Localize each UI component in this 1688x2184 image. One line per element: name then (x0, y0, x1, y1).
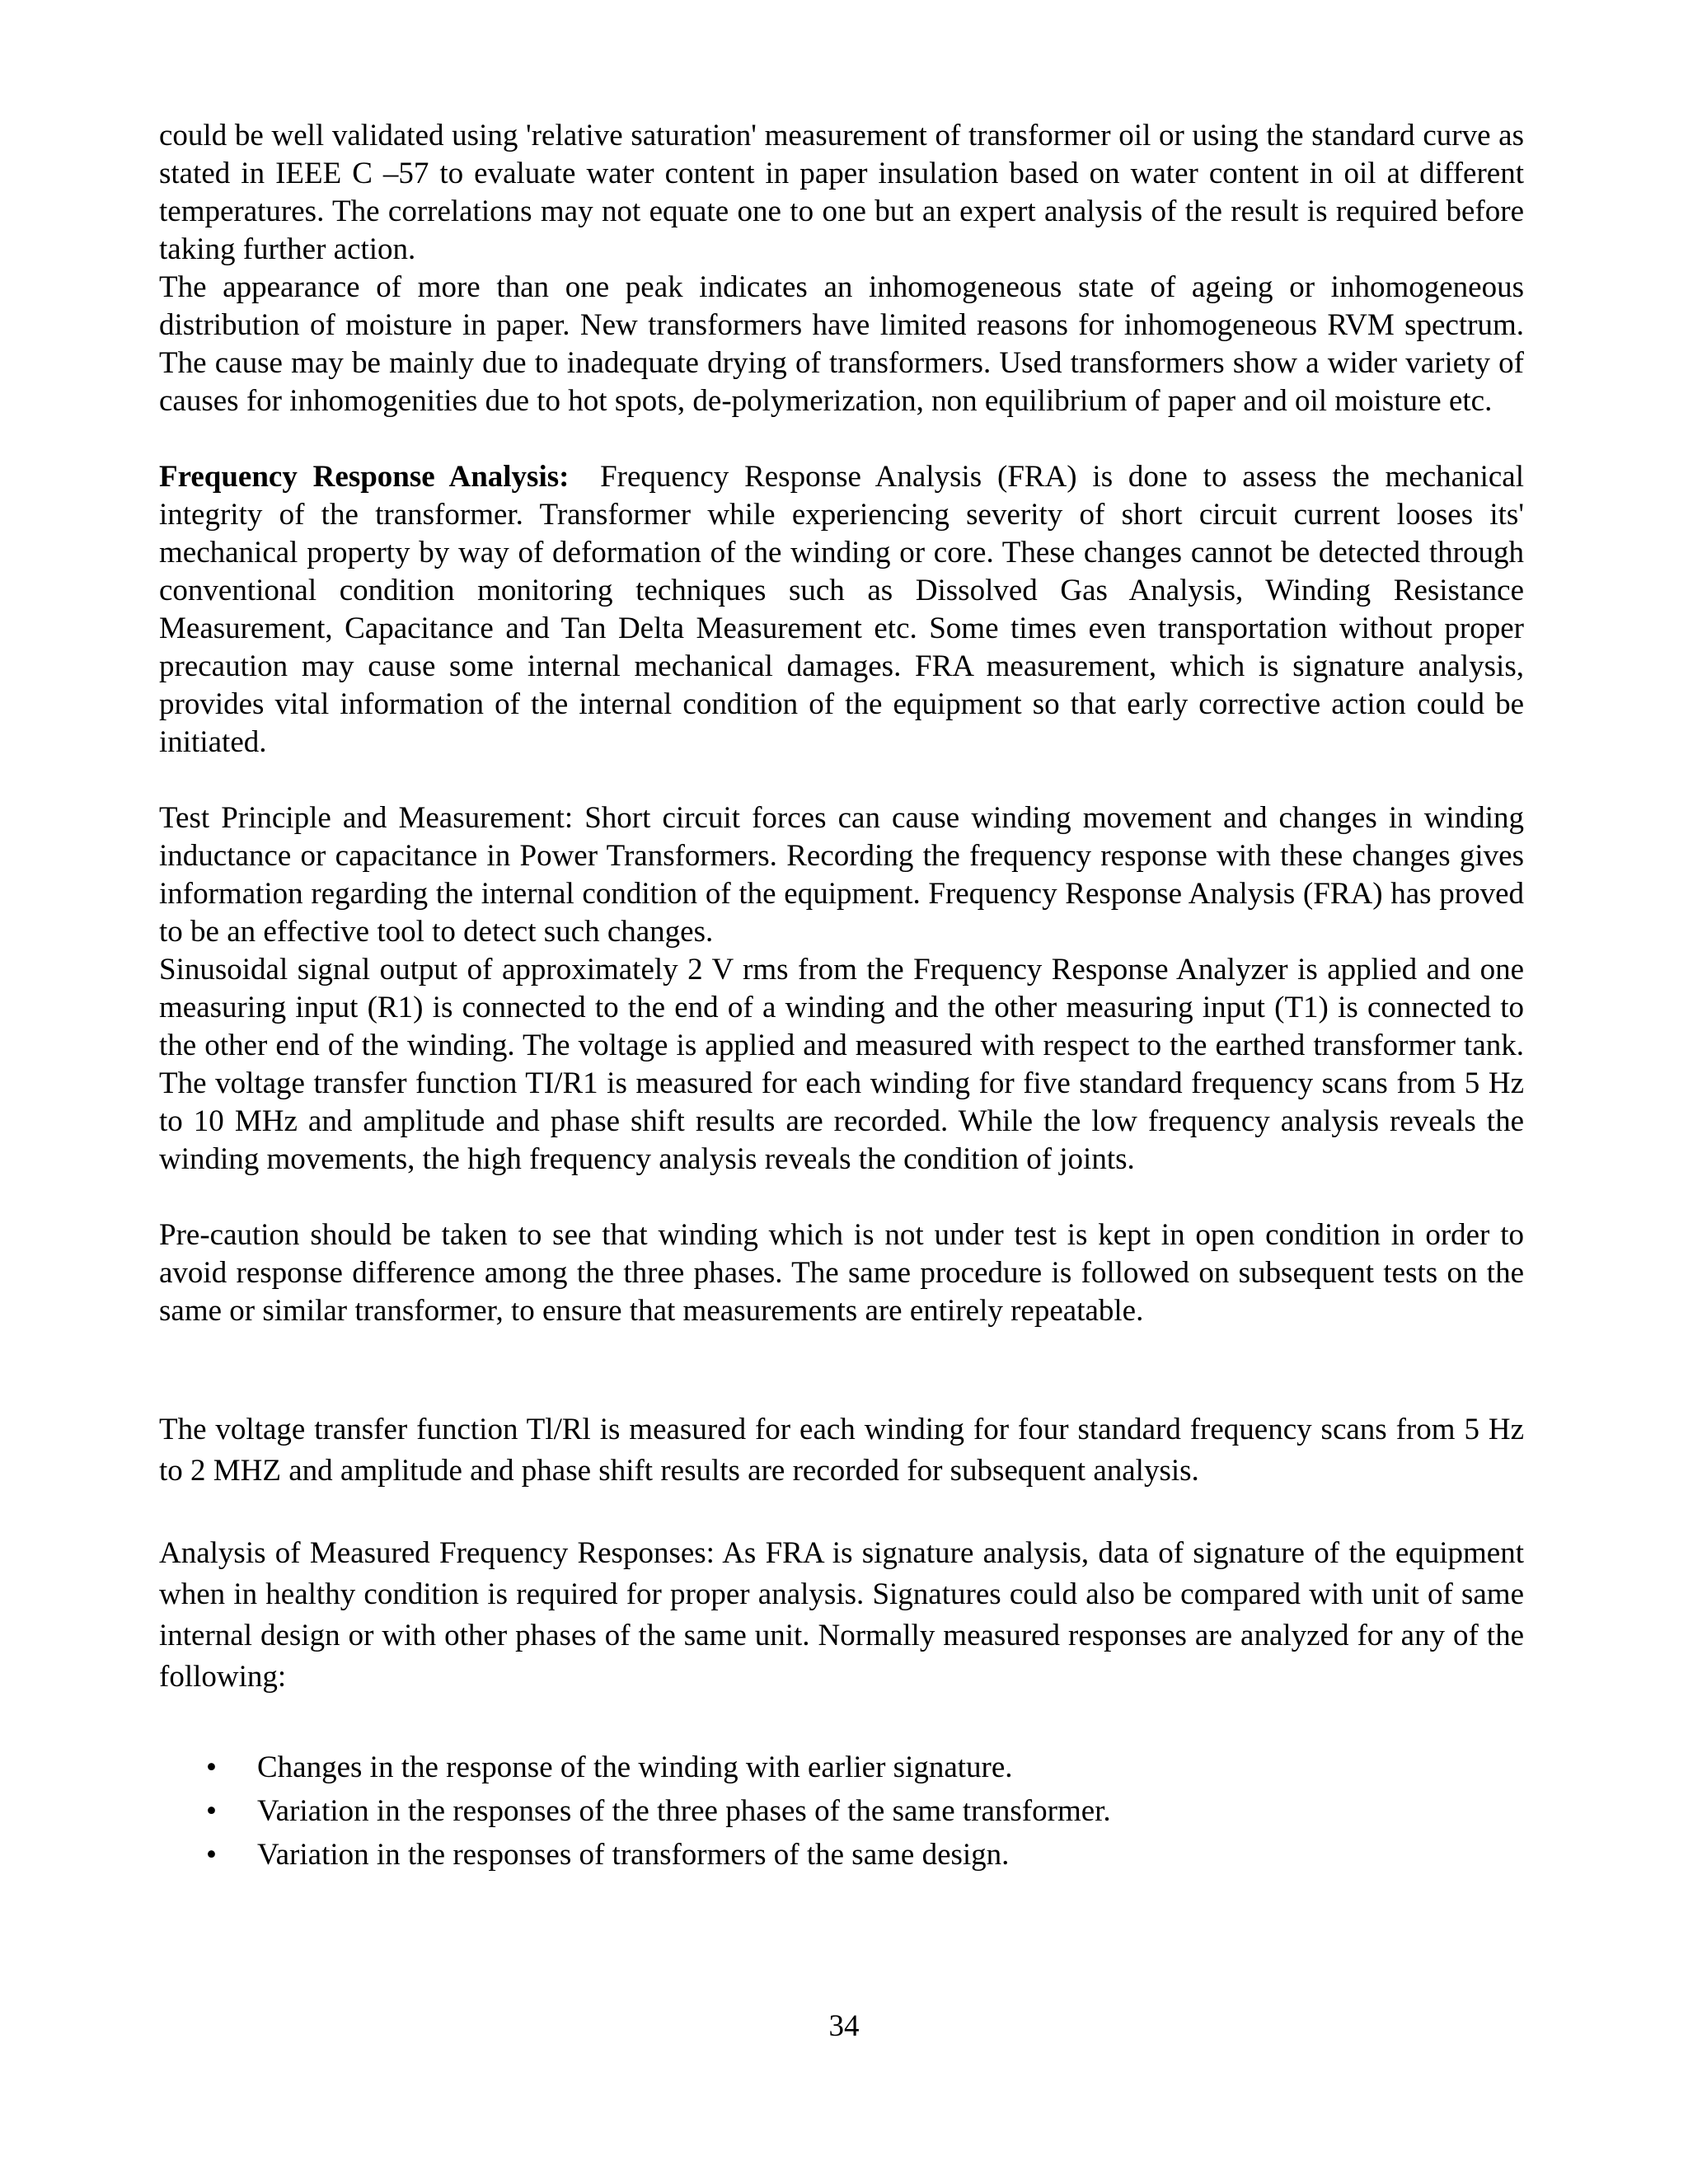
bullet-icon: • (206, 1838, 217, 1872)
page-number: 34 (828, 2009, 860, 2043)
bullet-list (159, 1746, 1524, 1877)
bullet-icon: • (206, 1794, 217, 1828)
paragraph-test-principle: Test Principle and Measurement: Short circuit forces can cause winding movement and changes in winding inductance or capacitance in Power Transformers. Recording the frequency response with these changes gives information regarding the internal condition of the equipment. Frequency Response Analysis (FRA) has proved to be an effective tool to detect such changes. (159, 801, 1524, 949)
paragraph-moisture-validation: could be well validated using 'relative saturation' measurement of transformer oil or using the standard curve as stated in IEEE C –57 to evaluate water content in paper insulation based on water content in oil at different temperatures. The correlations may not equate one to one but an expert analysis of the result is required before taking further action. (159, 119, 1524, 266)
bullet-icon: • (206, 1750, 217, 1784)
paragraph-fra-intro (159, 458, 1524, 762)
paragraph-analysis: Analysis of Measured Frequency Responses: As FRA is signature analysis, data of signature of the equipment when in healthy condition is required for proper analysis. Signatures could also be compared with unit of same internal design or with other phases of the same unit. Normally measured responses are analyzed for any of the following: (159, 1536, 1524, 1694)
list-item (159, 1833, 1524, 1877)
list-item-text: Variation in the responses of transformers of the same design. (257, 1838, 1010, 1872)
list-item (159, 1746, 1524, 1789)
list-item-text: Changes in the response of the winding with earlier signature. (257, 1750, 1013, 1784)
list-item (159, 1789, 1524, 1833)
paragraph-voltage-transfer: The voltage transfer function Tl/Rl is measured for each winding for four standard frequency scans from 5 Hz to 2 MHZ and amplitude and phase shift results are recorded for subsequent analysis. (159, 1413, 1524, 1488)
list-item-text: Variation in the responses of the three phases of the same transformer. (257, 1794, 1111, 1828)
page-content (159, 117, 1524, 1877)
fra-heading: Frequency Response Analysis: (159, 460, 570, 494)
paragraph-peak-appearance: The appearance of more than one peak indicates an inhomogeneous state of ageing or inhomogeneous distribution of moisture in paper. New transformers have limited reasons for inhomogeneous RVM spectrum. The cause may be mainly due to inadequate drying of transformers. Used transformers show a wider variety of causes for inhomogenities due to hot spots, de-polymerization, non equilibrium of paper and oil moisture etc. (159, 270, 1524, 418)
paragraph-precaution: Pre-caution should be taken to see that winding which is not under test is kept in open condition in order to avoid response difference among the three phases. The same procedure is followed on subsequent tests on the same or similar transformer, to ensure that measurements are entirely repeatable. (159, 1218, 1524, 1328)
paragraph-sinusoidal-signal: Sinusoidal signal output of approximately 2 V rms from the Frequency Response Analyzer is applied and one measuring input (R1) is connected to the end of a winding and the other measuring input (T1) is connected to the other end of the winding. The voltage is applied and measured with respect to the earthed transformer tank. The voltage transfer function TI/R1 is measured for each winding for five standard frequency scans from 5 Hz to 10 MHz and amplitude and phase shift results are recorded. While the low frequency analysis reveals the winding movements, the high frequency analysis reveals the condition of joints. (159, 953, 1524, 1176)
fra-body: Frequency Response Analysis (FRA) is done to assess the mechanical integrity of the transformer. Transformer while experiencing severity of short circuit current looses its' mechanical property by way of deformation of the winding or core. These changes cannot be detected through conventional condition monitoring techniques such as Dissolved Gas Analysis, Winding Resistance Measurement, Capacitance and Tan Delta Measurement etc. Some times even transportation without proper precaution may cause some internal mechanical damages. FRA measurement, which is signature analysis, provides vital information of the internal condition of the equipment so that early corrective action could be initiated. (159, 460, 1524, 759)
